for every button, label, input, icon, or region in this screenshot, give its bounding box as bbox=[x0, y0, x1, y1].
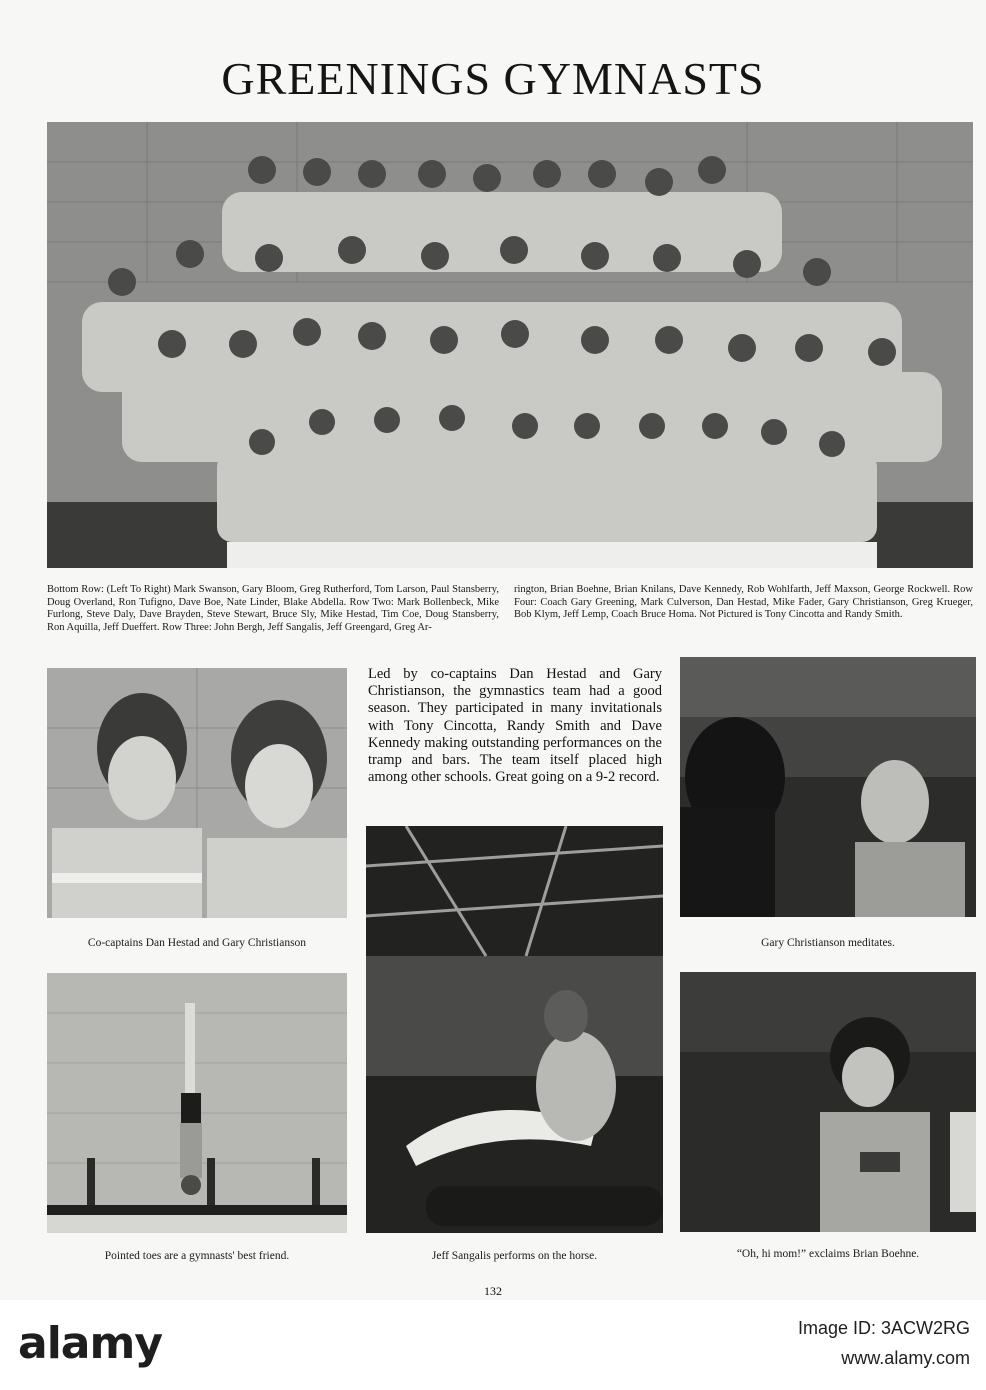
cocaptains-caption: Co-captains Dan Hestad and Gary Christianson bbox=[87, 937, 307, 949]
hi-mom-photo bbox=[680, 972, 976, 1232]
team-photo bbox=[47, 122, 973, 568]
page-number: 132 bbox=[484, 1284, 502, 1298]
watermark-image-id: Image ID: 3ACW2RG bbox=[797, 1318, 970, 1338]
team-caption-column-2: rington, Brian Boehne, Brian Knilans, Dave Kennedy, Rob Wohlfarth, Jeff Maxson, George Rockwell. Row Four: Coach Gary Greening, Mark Culverson, Dan Hestad, Mike Fader, Gary Christianson, Greg Krueger, Bob Klym, Jeff Lemp, Coach Bruce Homa. Not Pictured is Tony Cincotta and Randy Smith. bbox=[514, 584, 973, 621]
meditates-caption: Gary Christianson meditates. bbox=[761, 937, 895, 949]
pointed-toes-caption: Pointed toes are a gymnasts' best friend. bbox=[104, 1250, 290, 1262]
meditates-photo bbox=[680, 657, 976, 917]
cocaptains-photo bbox=[47, 668, 347, 918]
handstand-photo bbox=[47, 973, 347, 1233]
team-caption-column-1: Bottom Row: (Left To Right) Mark Swanson, Gary Bloom, Greg Rutherford, Tom Larson, Paul Stansberry, Doug Overland, Ron Tufigno, Dave Boe, Nate Linder, Blake Abdella. Row Two: Mark Bollenbeck, Mike Furlong, Steve Daly, Dave Brayden, Steve Stewart, Bruce Sly, Mike Hestad, Tim Coe, Doug Stansberry, Ron Aquilla, Jeff Dueffert. Row Three: John Bergh, Jeff Sangalis, Jeff Greengard, Greg Ar- bbox=[47, 584, 499, 633]
watermark-logo: alamy bbox=[18, 1318, 162, 1369]
hi-mom-caption: “Oh, hi mom!” exclaims Brian Boehne. bbox=[736, 1248, 920, 1260]
horse-caption: Jeff Sangalis performs on the horse. bbox=[431, 1250, 598, 1262]
watermark-site: www.alamy.com bbox=[841, 1348, 970, 1368]
story-text: Led by co-captains Dan Hestad and Gary Christianson, the gymnastics team had a good season. They participated in many invitationals with Tony Cincotta, Randy Smith and Dave Kennedy making outstanding performances on the tramp and bars. The team itself placed high among other schools. Great going on a 9-2 record. bbox=[368, 666, 662, 786]
pommel-horse-photo bbox=[366, 826, 663, 1233]
page-title: GREENINGS GYMNASTS bbox=[221, 53, 765, 104]
